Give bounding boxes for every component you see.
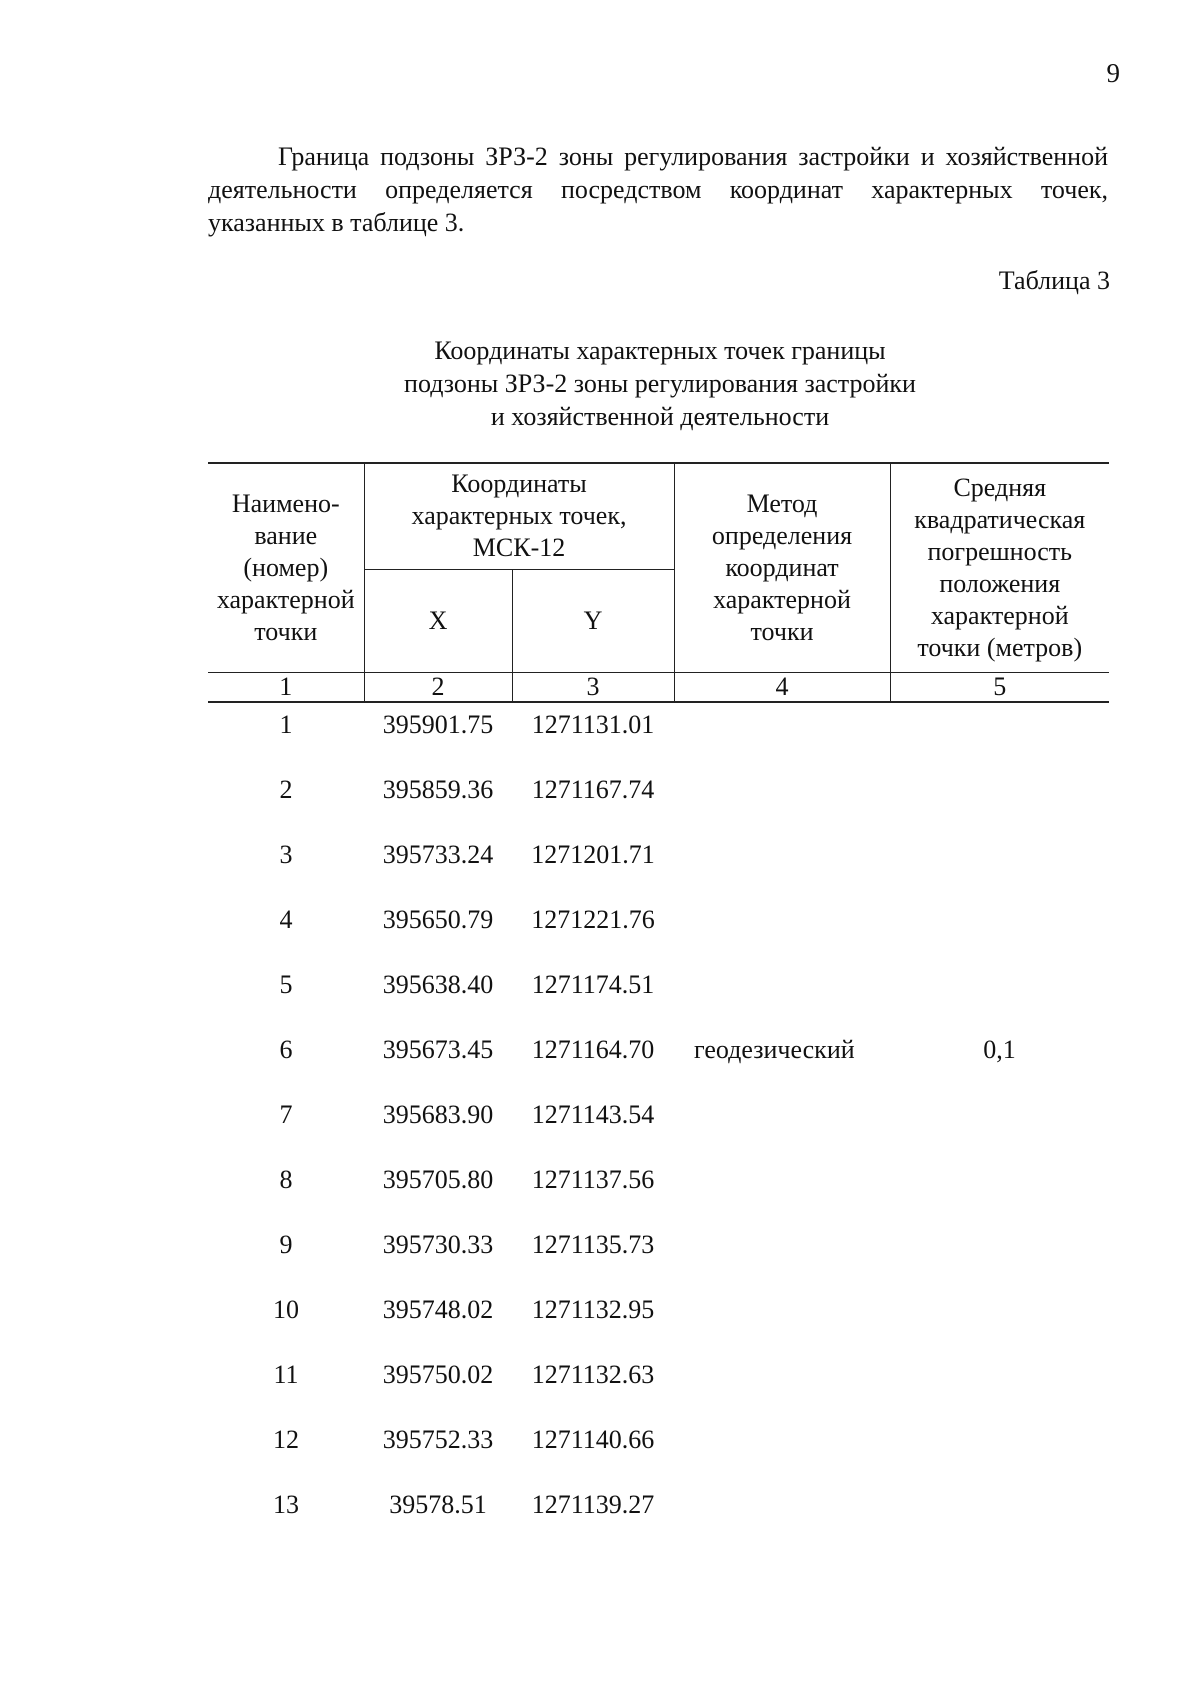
coord-y: 1271135.73 [531, 1230, 655, 1259]
error-cell [890, 1100, 1109, 1165]
header-line: характерной [713, 585, 851, 614]
coord-y: 1271221.76 [531, 905, 655, 934]
header-error [890, 463, 1109, 673]
error-cell [890, 1295, 1109, 1360]
table-row [208, 775, 1109, 840]
coord-x: 395650.79 [382, 905, 494, 934]
point-number: 5 [279, 970, 293, 999]
point-number: 2 [279, 775, 293, 804]
method-cell [674, 710, 890, 775]
intro-paragraph: Граница подзоны ЗРЗ-2 зоны регулирования застройки и хозяйственной деятельности определяется посредством координат характерных точек, указанных в таблице 3. [208, 142, 1108, 237]
coord-y: 1271164.70 [531, 1035, 655, 1064]
table-row [208, 1360, 1109, 1425]
table-title-line: и хозяйственной деятельности [490, 402, 830, 431]
header-line: вание [254, 521, 318, 550]
table-row [208, 970, 1109, 1035]
point-number: 4 [279, 905, 293, 934]
error-cell [890, 1425, 1109, 1490]
point-number: 13 [273, 1490, 299, 1519]
error-cell [890, 1165, 1109, 1230]
table-row [208, 1035, 1109, 1100]
method-cell [674, 1230, 890, 1295]
point-number: 12 [273, 1425, 299, 1454]
header-line: (номер) [243, 553, 329, 582]
coord-x: 395638.40 [382, 970, 494, 999]
method-cell [674, 1490, 890, 1555]
coordinates-table [208, 710, 1109, 1555]
point-number: 8 [279, 1165, 293, 1194]
point-number: 3 [279, 840, 293, 869]
table-row [208, 1425, 1109, 1490]
header-col-number: 3 [512, 673, 674, 703]
coord-x: 395901.75 [382, 710, 494, 739]
header-line: погрешность [927, 537, 1072, 566]
method-cell [674, 1165, 890, 1230]
coord-y: 1271201.71 [531, 840, 655, 869]
coord-y: 1271132.95 [531, 1295, 655, 1324]
table-label: Таблица 3 [998, 266, 1110, 295]
header-line: Средняя [953, 473, 1047, 502]
method-cell [674, 970, 890, 1035]
header-col-number: 1 [208, 673, 364, 703]
table-row [208, 710, 1109, 775]
error-cell [890, 710, 1109, 775]
coord-x: 395705.80 [382, 1165, 494, 1194]
header-x: X [364, 569, 512, 672]
point-number: 7 [279, 1100, 293, 1129]
coord-y: 1271139.27 [531, 1490, 655, 1519]
error-cell: 0,1 [983, 1035, 1016, 1064]
header-line: характерных точек, [411, 501, 627, 531]
coord-y: 1271137.56 [531, 1165, 655, 1194]
header-method [674, 463, 890, 673]
header-point-name [208, 463, 364, 673]
coord-x: 395683.90 [382, 1100, 494, 1129]
method-cell [674, 775, 890, 840]
page-number: 9 [1106, 58, 1120, 88]
header-line: координат [725, 553, 839, 582]
method-cell [674, 1100, 890, 1165]
table-title-line: Координаты характерных точек границы [434, 336, 886, 365]
error-cell [890, 905, 1109, 970]
header-line: положения [939, 569, 1061, 598]
header-line: характерной [216, 585, 355, 614]
header-col-number: 5 [890, 673, 1109, 703]
coord-x: 395859.36 [382, 775, 494, 804]
error-cell [890, 840, 1109, 905]
coord-x: 395730.33 [382, 1230, 494, 1259]
header-coordinates [364, 463, 674, 569]
method-cell [674, 905, 890, 970]
coord-x: 39578.51 [389, 1490, 487, 1519]
coord-y: 1271140.66 [531, 1425, 655, 1454]
error-cell [890, 1360, 1109, 1425]
table-row [208, 1230, 1109, 1295]
point-number: 9 [279, 1230, 293, 1259]
table-row [208, 1165, 1109, 1230]
coord-y: 1271132.63 [531, 1360, 655, 1389]
table-row [208, 905, 1109, 970]
header-line: МСК-12 [472, 533, 566, 563]
header-y: Y [512, 569, 674, 672]
method-cell [674, 1425, 890, 1490]
coord-y: 1271167.74 [531, 775, 655, 804]
point-number: 10 [273, 1295, 299, 1324]
method-cell [674, 840, 890, 905]
header-line: Координаты [451, 469, 587, 499]
coord-y: 1271131.01 [531, 710, 655, 739]
header-line: точки [750, 617, 814, 646]
coord-x: 395750.02 [382, 1360, 494, 1389]
header-line: Наимено- [231, 489, 340, 518]
error-cell [890, 1230, 1109, 1295]
coord-x: 395673.45 [382, 1035, 494, 1064]
coord-x: 395752.33 [382, 1425, 494, 1454]
method-cell [674, 1360, 890, 1425]
error-cell [890, 970, 1109, 1035]
point-number: 1 [279, 710, 293, 739]
method-cell [674, 1295, 890, 1360]
method-cell: геодезический [694, 1035, 855, 1064]
table-row [208, 1100, 1109, 1165]
header-line: определения [711, 521, 853, 550]
header-line: точки [254, 617, 318, 646]
table-title-line: подзоны ЗРЗ-2 зоны регулирования застройки [404, 369, 916, 398]
error-cell [890, 775, 1109, 840]
header-line: характерной [930, 601, 1069, 630]
table-row [208, 840, 1109, 905]
header-col-number: 2 [364, 673, 512, 703]
table-row [208, 1490, 1109, 1555]
header-line: Метод [746, 489, 818, 518]
table-title [300, 334, 1020, 433]
point-number: 6 [279, 1035, 293, 1064]
header-line: квадратическая [914, 505, 1086, 534]
header-col-number: 4 [674, 673, 890, 703]
coord-x: 395733.24 [382, 840, 494, 869]
point-number: 11 [273, 1360, 299, 1389]
coord-y: 1271174.51 [531, 970, 655, 999]
error-cell [890, 1490, 1109, 1555]
coord-y: 1271143.54 [531, 1100, 655, 1129]
table-row [208, 1295, 1109, 1360]
coord-x: 395748.02 [382, 1295, 494, 1324]
header-line: точки (метров) [917, 633, 1083, 662]
table-header [208, 462, 1109, 703]
